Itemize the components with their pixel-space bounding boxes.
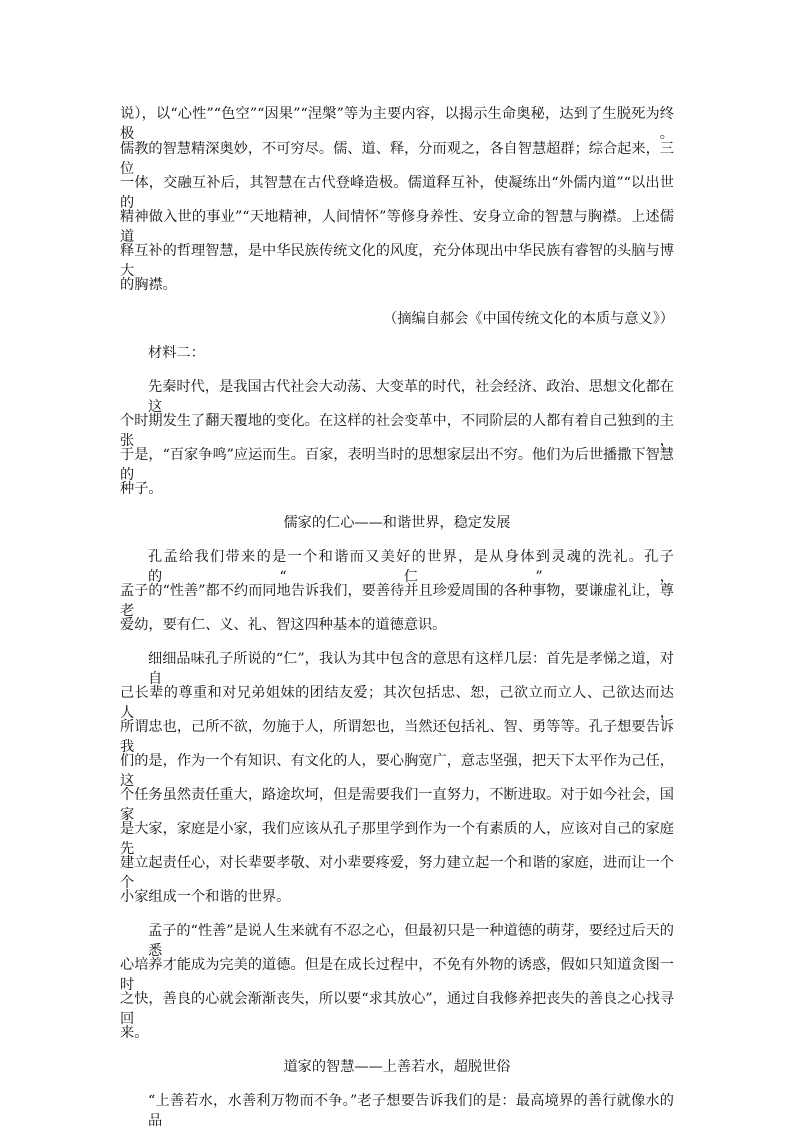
text-line: 说），以“心性”“色空”“因果”“涅槃”等为主要内容，以揭示生命奥秘，达到了生脱死为终极。 <box>120 106 674 142</box>
citation: （摘编自郝会《中国传统文化的本质与意义》） <box>383 311 674 327</box>
text-line: 个时期发生了翻天覆地的变化。在这样的社会变革中，不同阶层的人都有着自己独到的主张， <box>120 413 674 449</box>
text-line: “上善若水，水善利万物而不争。”老子想要告诉我们的是：最高境界的善行就像水的品 <box>148 1093 674 1129</box>
section-heading: 道家的智慧——上善若水，超脱世俗 <box>283 1059 511 1075</box>
text-line: 孟子的“性善”都不约而同地告诉我们，要善待并且珍爱周围的各种事物，要谦虚礼让，尊老 <box>120 583 674 619</box>
text-line: 之快，善良的心就会渐渐丧失，所以要“求其放心”，通过自我修养把丧失的善良之心找寻回 <box>120 991 674 1027</box>
text-line: 细细品味孔子所说的“仁”，我认为其中包含的意思有这样几层：首先是孝悌之道，对自 <box>148 651 674 687</box>
text-line: 孟子的“性善”是说人生来就有不忍之心，但最初只是一种道德的萌芽，要经过后天的悉 <box>148 923 674 959</box>
text-line: 先秦时代，是我国古代社会大动荡、大变革的时代，社会经济、政治、思想文化都在这 <box>148 379 674 415</box>
text-line: 心培养才能成为完美的道德。但是在成长过程中，不免有外物的诱惑，假如只知道贪图一时 <box>120 957 674 993</box>
text-line: 的胸襟。 <box>120 277 177 293</box>
text-line: 于是，“百家争鸣”应运而生。百家，表明当时的思想家层出不穷。他们为后世播撒下智慧的 <box>120 447 674 483</box>
section-heading: 儒家的仁心——和谐世界，稳定发展 <box>283 515 511 531</box>
text-line: 小家组成一个和谐的世界。 <box>120 889 291 905</box>
text-line: 儒教的智慧精深奥妙，不可穷尽。儒、道、释，分而观之，各自智慧超群；综合起来，三位 <box>120 141 674 177</box>
text-line: 来。 <box>120 1025 149 1041</box>
material-label: 材料二： <box>148 345 205 361</box>
text-line: 是大家，家庭是小家，我们应该从孔子那里学到作为一个有素质的人，应该对自己的家庭先 <box>120 821 674 857</box>
text-line: 孔孟给我们带来的是一个和谐而又美好的世界，是从身体到灵魂的洗礼。孔子的“仁”， <box>148 549 674 585</box>
text-line: 释互补的哲理智慧，是中华民族传统文化的风度，充分体现出中华民族有睿智的头脑与博大 <box>120 243 674 279</box>
text-line: 建立起责任心，对长辈要孝敬、对小辈要疼爱，努力建立起一个和谐的家庭，进而让一个个 <box>120 855 674 891</box>
text-line: 爱幼，要有仁、义、礼、智这四种基本的道德意识。 <box>120 617 447 633</box>
text-line: 种子。 <box>120 481 163 497</box>
text-line: 个任务虽然责任重大，路途坎坷，但是需要我们一直努力，不断进取。对于如今社会，国家 <box>120 787 674 823</box>
text-line: 所谓忠也，己所不欲，勿施于人，所谓恕也，当然还包括礼、智、勇等等。孔子想要告诉我 <box>120 719 674 755</box>
text-line: 精神做入世的事业”“天地精神，人间情怀”等修身养性、安身立命的智慧与胸襟。上述儒道 <box>120 209 674 245</box>
text-line: 们的是，作为一个有知识、有文化的人，要心胸宽广，意志坚强，把天下太平作为己任，这 <box>120 753 674 789</box>
text-line: 一体，交融互补后，其智慧在古代登峰造极。儒道释互补，使凝练出“外儒内道”“以出世的 <box>120 175 674 211</box>
text-line: 己长辈的尊重和对兄弟姐妹的团结友爱；其次包括忠、恕，己欲立而立人、己欲达而达人， <box>120 685 674 721</box>
